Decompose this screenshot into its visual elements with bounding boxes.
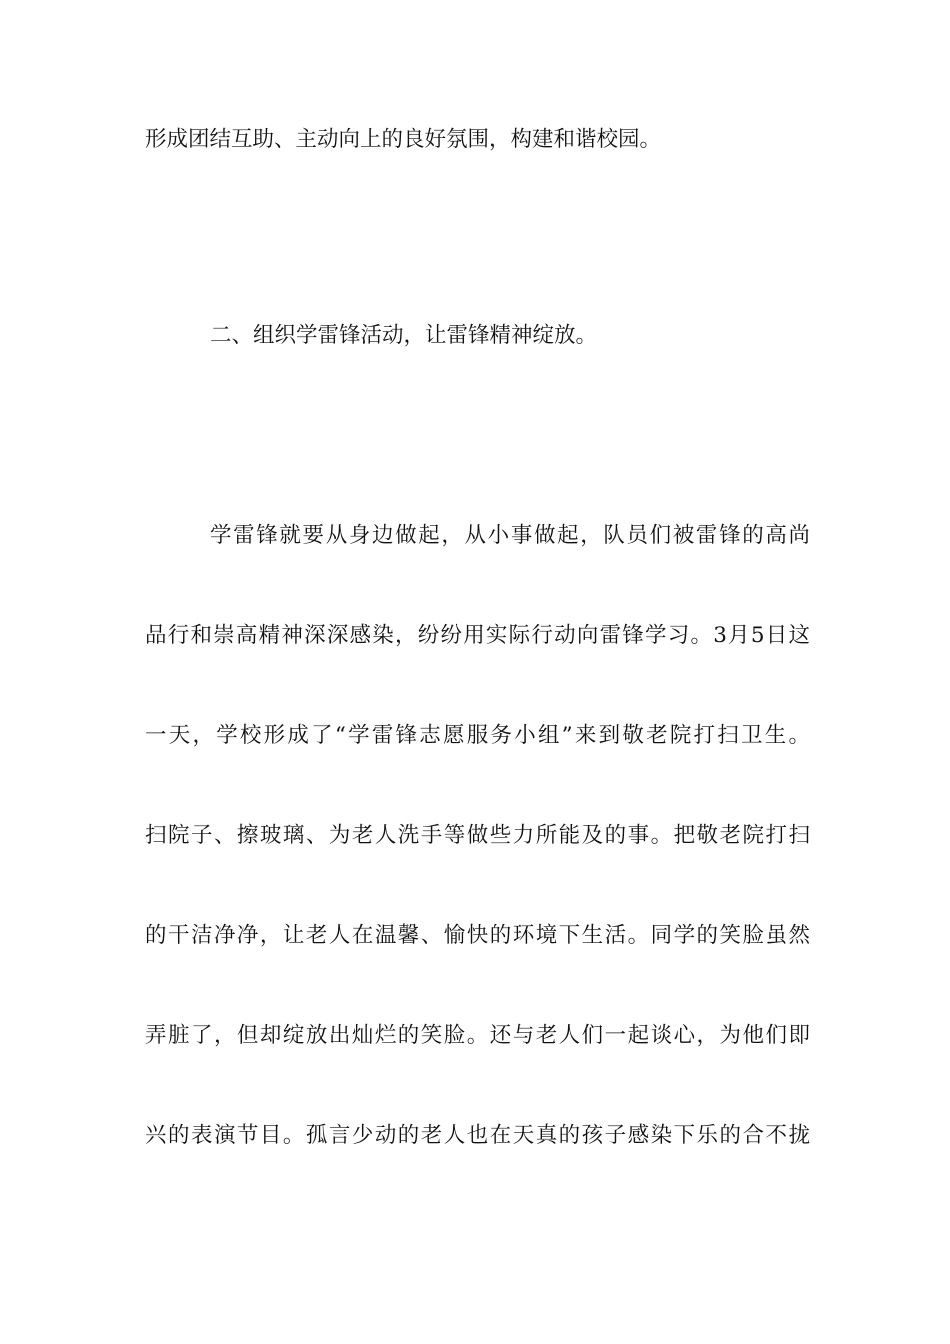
paragraph-line-4: 一天，学校形成了“学雷锋志愿服务小组”来到敬老院打扫卫生。 [145,723,810,748]
paragraph-line-2: 学雷锋就要从身边做起，从小事做起，队员们被雷锋的高尚 [210,523,810,548]
paragraph-line-6: 的干洁净净，让老人在温馨、愉快的环境下生活。同学的笑脸虽然 [145,923,810,948]
paragraph-line-8: 兴的表演节目。孤言少动的老人也在天真的孩子感染下乐的合不拢 [145,1123,810,1148]
paragraph-line-3: 品行和崇高精神深深感染，纷纷用实际行动向雷锋学习。3月5日这 [145,623,810,648]
paragraph-line-5: 扫院子、擦玻璃、为老人洗手等做些力所能及的事。把敬老院打扫 [145,823,810,848]
paragraph-line-1: 形成团结互助、主动向上的良好氛围，构建和谐校园。 [145,127,662,152]
paragraph-line-7: 弄脏了，但却绽放出灿烂的笑脸。还与老人们一起谈心，为他们即 [145,1023,810,1048]
section-heading: 二、组织学雷锋活动，让雷锋精神绽放。 [210,323,598,348]
